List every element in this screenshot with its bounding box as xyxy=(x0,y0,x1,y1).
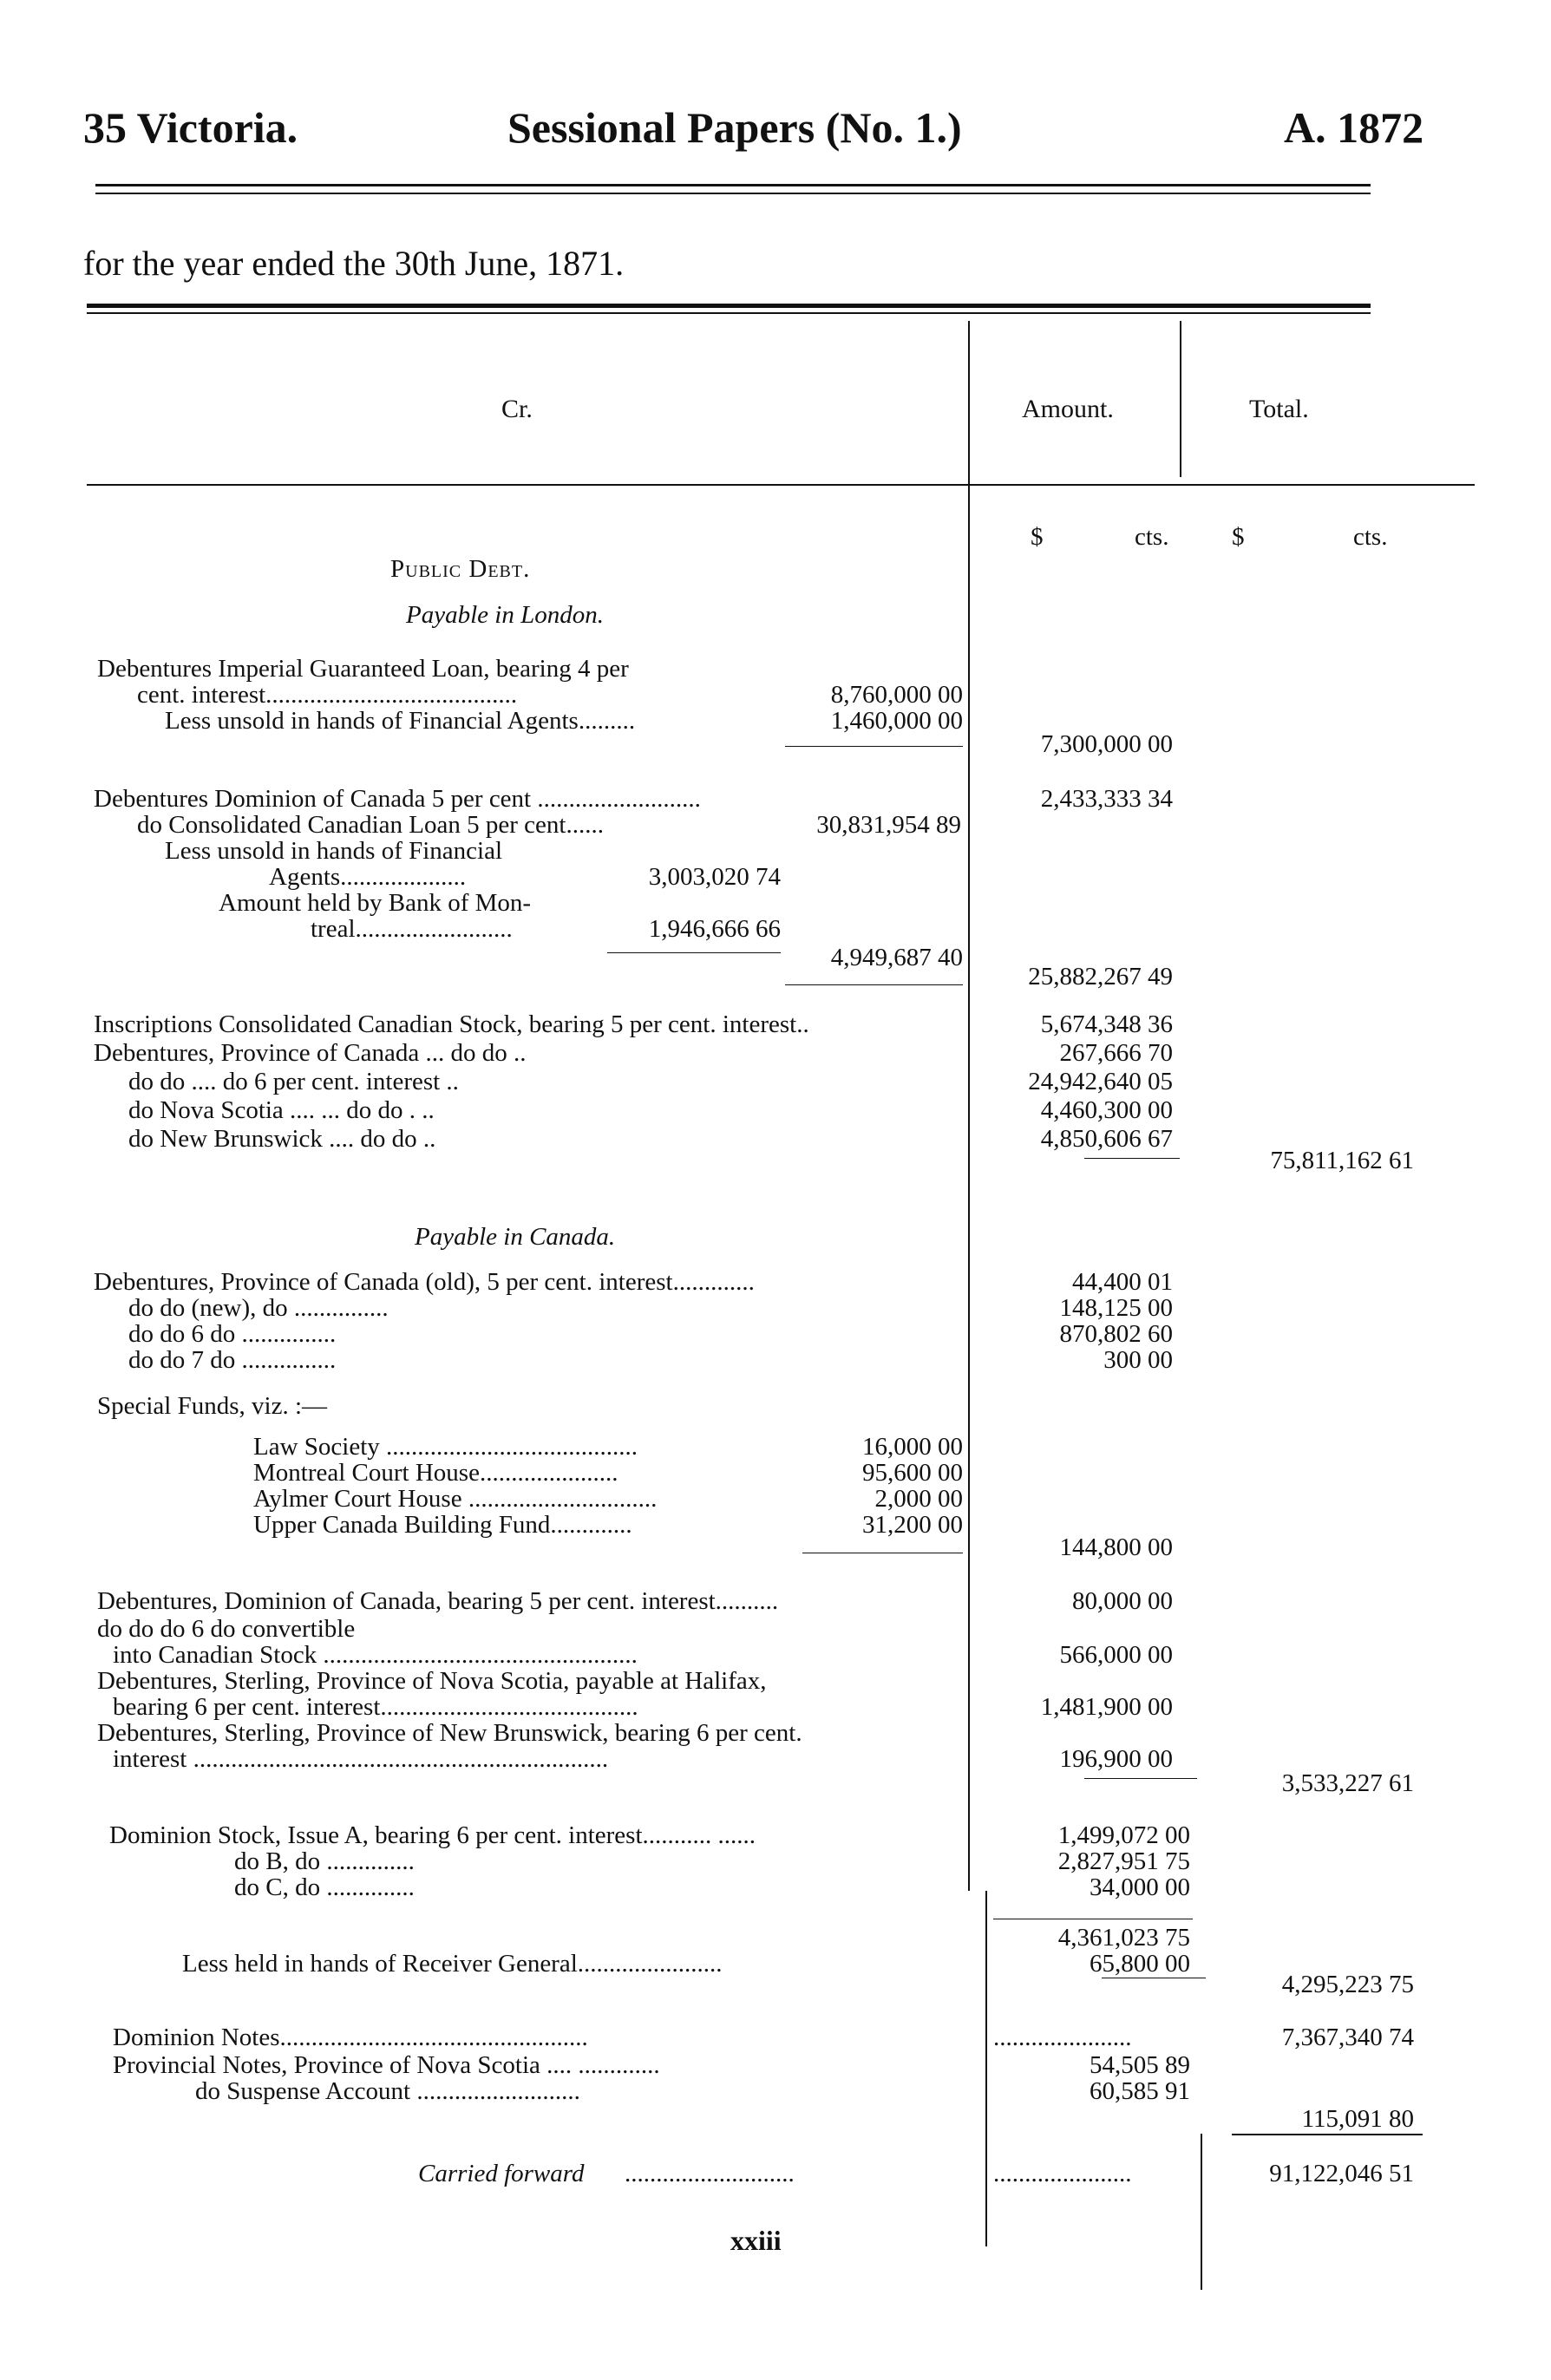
less-unsold-2-value: 3,003,020 74 xyxy=(648,863,781,891)
suspense-line: do Suspense Account .......................... xyxy=(195,2077,580,2105)
sum-rule-6 xyxy=(1084,1778,1197,1779)
unit-cts-amount: cts. xyxy=(1135,523,1169,551)
stock-row-value: 34,000 00 xyxy=(1090,1873,1190,1901)
deb-row-label: do do do 6 do convertible xyxy=(97,1615,356,1643)
dominion-notes-total: 7,367,340 74 xyxy=(1281,2024,1414,2051)
col-head-rule xyxy=(87,484,1475,486)
stock-row-value: 2,827,951 75 xyxy=(1057,1847,1190,1875)
stock-row-label: do C, do .............. xyxy=(234,1873,415,1901)
col-head-amount: Amount. xyxy=(1022,395,1114,423)
special-funds-label: Special Funds, viz. :— xyxy=(97,1392,328,1420)
sum-rule-2 xyxy=(607,952,781,953)
canada-row-value: 870,802 60 xyxy=(1059,1320,1173,1348)
london-row-value: 267,666 70 xyxy=(1059,1039,1173,1067)
canada-row-label: Debentures, Province of Canada (old), 5 per cent. interest............. xyxy=(94,1268,755,1296)
imperial-amount: 7,300,000 00 xyxy=(1040,730,1173,758)
sum-rule xyxy=(785,746,963,747)
less-subtotal: 4,949,687 40 xyxy=(830,944,963,971)
deb-row-value: 80,000 00 xyxy=(1072,1587,1173,1615)
deb-row-value: 1,481,900 00 xyxy=(1040,1693,1173,1721)
london-row-label: Debentures, Province of Canada ... do do .. xyxy=(94,1039,527,1067)
fund-row-label: Law Society ........................................ xyxy=(253,1433,638,1461)
london-row-value: 4,460,300 00 xyxy=(1040,1096,1173,1124)
sum-rule-4 xyxy=(1084,1158,1180,1159)
deb-row-value: 196,900 00 xyxy=(1059,1745,1173,1773)
dominion-notes-line: Dominion Notes................................................. xyxy=(113,2024,588,2051)
stock-less-value: 65,800 00 xyxy=(1090,1950,1190,1978)
notes-total: 115,091 80 xyxy=(1301,2105,1414,2133)
subtitle-rule-2 xyxy=(87,312,1371,314)
less-unsold-1-value: 1,460,000 00 xyxy=(830,707,963,735)
carried-forward-dots: ........................... xyxy=(625,2160,795,2187)
deb-row-label-2: bearing 6 per cent. interest......................................... xyxy=(113,1693,638,1721)
col-head-desc: Cr. xyxy=(501,395,533,423)
held-bank-value: 1,946,666 66 xyxy=(648,915,781,943)
unit-cts-total: cts. xyxy=(1353,523,1388,551)
held-bank-l2: treal......................... xyxy=(311,915,513,943)
header-left: 35 Victoria. xyxy=(83,103,298,152)
imperial-value: 8,760,000 00 xyxy=(830,681,963,709)
london-total: 75,811,162 61 xyxy=(1270,1147,1414,1174)
col-head-total: Total. xyxy=(1249,395,1309,423)
consolidated-amount: 25,882,267 49 xyxy=(1028,963,1173,991)
stock-row-label: do B, do .............. xyxy=(234,1847,415,1875)
held-bank-l1: Amount held by Bank of Mon- xyxy=(219,889,532,917)
deb-row-label-2: into Canadian Stock .................................................. xyxy=(113,1641,638,1669)
header-rule-2 xyxy=(95,193,1371,194)
london-row-value: 4,850,606 67 xyxy=(1040,1125,1173,1153)
carried-forward-label: Carried forward xyxy=(418,2160,585,2187)
london-row-value: 24,942,640 05 xyxy=(1028,1068,1173,1095)
imperial-line-2: cent. interest........................................ xyxy=(137,681,518,709)
section-sub-canada: Payable in Canada. xyxy=(415,1223,616,1251)
provincial-notes-value: 54,505 89 xyxy=(1090,2051,1190,2079)
fund-row-label: Aylmer Court House .............................. xyxy=(253,1485,658,1513)
fund-row-label: Montreal Court House...................... xyxy=(253,1459,618,1487)
header-center: Sessional Papers (No. 1.) xyxy=(507,103,962,152)
subtitle: for the year ended the 30th June, 1871. xyxy=(83,244,625,283)
dom5-amount: 2,433,333 34 xyxy=(1040,785,1173,813)
stock-subtotal: 4,361,023 75 xyxy=(1057,1924,1190,1952)
canada-row-label: do do (new), do ............... xyxy=(128,1294,389,1322)
header-right: A. 1872 xyxy=(1284,103,1424,152)
unit-dollar-total: $ xyxy=(1232,523,1245,551)
page-number: xxiii xyxy=(730,2225,782,2256)
sum-rule-9 xyxy=(1232,2134,1423,2135)
subtitle-rule xyxy=(87,304,1371,308)
canada-row-value: 300 00 xyxy=(1103,1346,1173,1374)
stock-total: 4,295,223 75 xyxy=(1281,1971,1414,1998)
fund-row-label: Upper Canada Building Fund............. xyxy=(253,1511,632,1539)
canada-row-value: 44,400 01 xyxy=(1072,1268,1173,1296)
canada-row-value: 148,125 00 xyxy=(1059,1294,1173,1322)
dominion-notes-amount: ...................... xyxy=(993,2024,1132,2051)
col-sep-amount-total-lower xyxy=(1201,2134,1202,2290)
col-sep-desc-amount-lower xyxy=(985,1891,987,2246)
col-sep-desc-amount xyxy=(968,321,970,1891)
fund-row-value: 31,200 00 xyxy=(862,1511,963,1539)
canada-row-label: do do 7 do ............... xyxy=(128,1346,337,1374)
deb-row-label-2: interest .................................................................. xyxy=(113,1745,609,1773)
less-unsold-1: Less unsold in hands of Financial Agents......... xyxy=(165,707,636,735)
deb-row-value: 566,000 00 xyxy=(1059,1641,1173,1669)
carried-forward-amount: ...................... xyxy=(993,2160,1132,2187)
dom5-line: Debentures Dominion of Canada 5 per cent .......................... xyxy=(94,785,701,813)
sum-rule-3 xyxy=(785,984,963,985)
carried-forward-total: 91,122,046 51 xyxy=(1269,2160,1414,2187)
canada-total: 3,533,227 61 xyxy=(1281,1769,1414,1797)
stock-less-line: Less held in hands of Receiver General....................... xyxy=(182,1950,723,1978)
fund-row-value: 95,600 00 xyxy=(862,1459,963,1487)
deb-row-label: Debentures, Sterling, Province of New Brunswick, bearing 6 per cent. xyxy=(97,1719,802,1747)
header-rule xyxy=(95,184,1371,186)
stock-row-value: 1,499,072 00 xyxy=(1057,1821,1190,1849)
stock-row-label: Dominion Stock, Issue A, bearing 6 per cent. interest........... ...... xyxy=(109,1821,756,1849)
less-unsold-2-l2: Agents.................... xyxy=(269,863,467,891)
london-row-value: 5,674,348 36 xyxy=(1040,1010,1173,1038)
london-row-label: Inscriptions Consolidated Canadian Stock, bearing 5 per cent. interest.. xyxy=(94,1010,809,1038)
consolidated-line: do Consolidated Canadian Loan 5 per cent...... xyxy=(137,811,604,839)
london-row-label: do do .... do 6 per cent. interest .. xyxy=(128,1068,459,1095)
section-sub-london: Payable in London. xyxy=(406,601,604,629)
fund-row-value: 2,000 00 xyxy=(874,1485,963,1513)
consolidated-value: 30,831,954 89 xyxy=(816,811,961,839)
deb-row-label: Debentures, Dominion of Canada, bearing 5 per cent. interest.......... xyxy=(97,1587,779,1615)
deb-row-label: Debentures, Sterling, Province of Nova Scotia, payable at Halifax, xyxy=(97,1667,767,1695)
suspense-value: 60,585 91 xyxy=(1090,2077,1190,2105)
imperial-line-1: Debentures Imperial Guaranteed Loan, bearing 4 per xyxy=(97,655,629,683)
funds-amount: 144,800 00 xyxy=(1059,1533,1173,1561)
col-sep-amount-total-top xyxy=(1180,321,1181,477)
unit-dollar-amount: $ xyxy=(1031,523,1044,551)
less-unsold-2-l1: Less unsold in hands of Financial xyxy=(165,837,503,865)
provincial-notes-line: Provincial Notes, Province of Nova Scotia .... ............. xyxy=(113,2051,660,2079)
london-row-label: do Nova Scotia .... ... do do . .. xyxy=(128,1096,435,1124)
london-row-label: do New Brunswick .... do do .. xyxy=(128,1125,436,1153)
fund-row-value: 16,000 00 xyxy=(862,1433,963,1461)
section-heading-public-debt: Public Debt. xyxy=(390,555,531,583)
canada-row-label: do do 6 do ............... xyxy=(128,1320,337,1348)
